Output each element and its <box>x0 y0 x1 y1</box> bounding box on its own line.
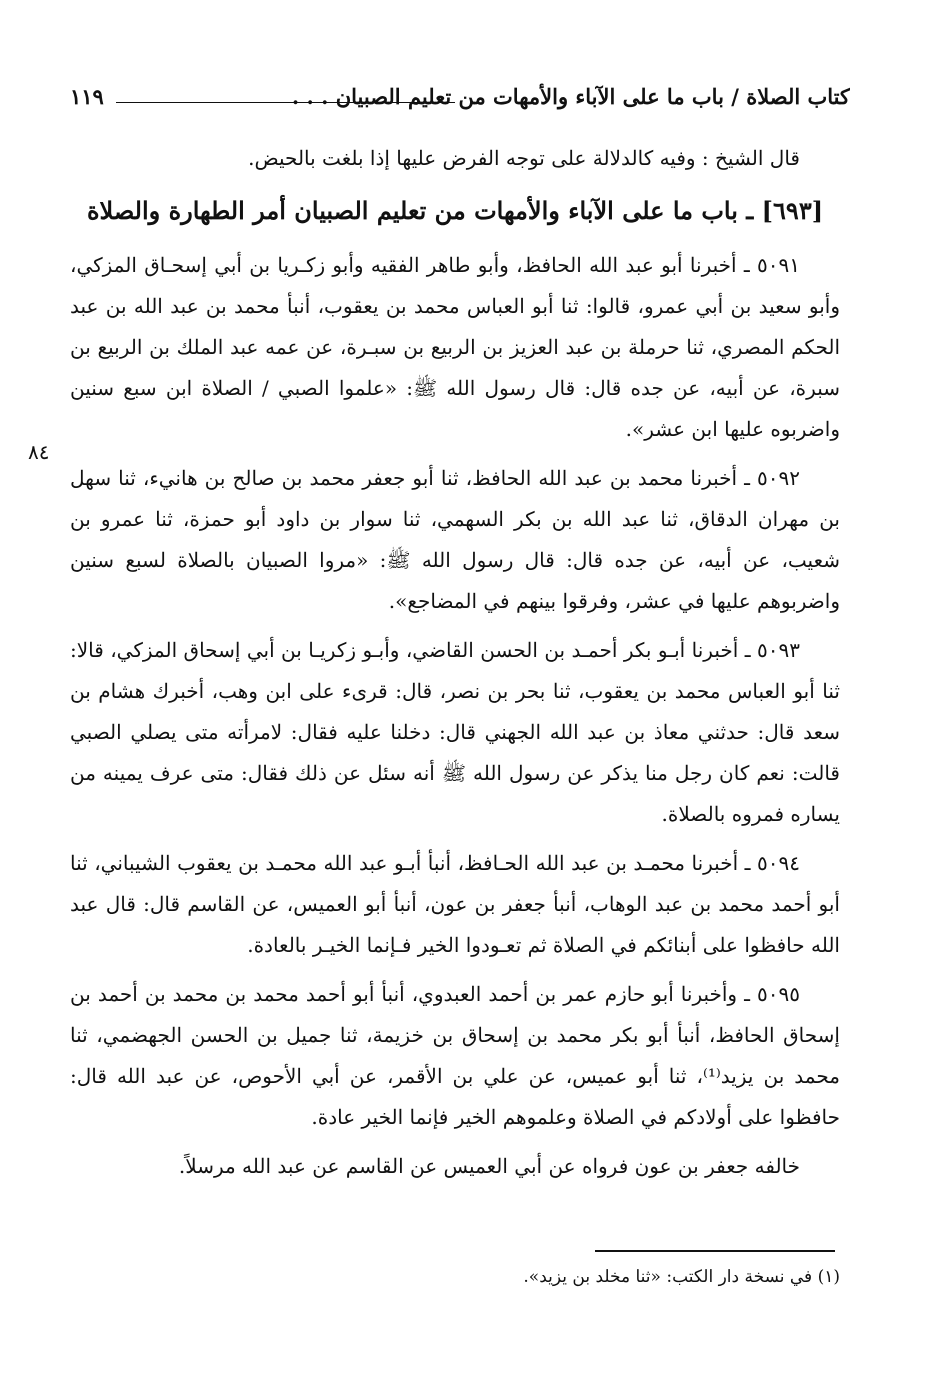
hadith-paragraph: ٥٠٩٣ ـ أخبرنا أبـو بكر أحمـد بن الحسن القاضي، وأبـو زكريـا بن أبي إسحاق المزكي، قالا: ثنا أبو العباس محمد بن يعقوب، ثنا بحر بن نصر، قال: قرىء على ابن وهب، أخبرك هشام بن سعد قال: حدثني معاذ بن عبد الله الجهني قال: دخلنا عليه فقال: لامرأته متى يصلي الصبي قالت: نعم كان رجل منا يذكر عن رسول الله ﷺ أنه سئل عن ذلك فقال: متى عرف يمينه من يساره فمروه بالصلاة. <box>70 638 841 826</box>
running-title: كتاب الصلاة / باب ما على الآباء والأمهات من تعليم الصبيان . . . <box>291 84 850 109</box>
margin-page-reference: ٨٤ <box>28 440 50 464</box>
intro-paragraph: قال الشيخ : وفيه كالدلالة على توجه الفرض عليها إذا بلغت بالحيض. <box>248 146 800 170</box>
chapter-heading: [٦٩٣] ـ باب ما على الآباء والأمهات من تعليم الصبيان أمر الطهارة والصلاة <box>86 196 824 225</box>
hadith-paragraph: ٥٠٩٥ ـ وأخبرنا أبو حازم عمر بن أحمد العبدوي، أنبأ أبو أحمد محمد بن محمد بن أحمد بن إسحاق الحافظ، أنبأ أبو بكر محمد بن إسحاق بن خزيمة، ثنا جميل بن الحسن الجهضمي، ثنا محمد بن يزيد⁽¹⁾، ثنا أبو عميس، عن علي بن الأقمر، عن أبي الأحوص، عن عبد الله قال: حافظوا على أولادكم في الصلاة وعلموهم الخير فإنما الخير عادة. <box>70 982 840 1129</box>
footnote: (١) في نسخة دار الكتب: «ثنا مخلد بن يزيد». <box>523 1267 840 1287</box>
closing-paragraph: خالفه جعفر بن عون فرواه عن أبي العميس عن القاسم عن عبد الله مرسلاً. <box>178 1154 800 1178</box>
hadith-paragraph: ٥٠٩١ ـ أخبرنا أبو عبد الله الحافظ، وأبو طاهر الفقيه وأبو زكـريا بن أبي إسحـاق المزكي، وأبو سعيد بن أبي عمرو، قالوا: ثنا أبو العباس محمد بن يعقوب، أنبأ محمد بن عبد الله بن عبد الحكم المصري، ثنا حرملة بن عبد العزيز بن الربيع بن سبـرة، عن عمه عبد الملك بن الربيع بن سبرة، عن أبيه، عن جده قال: قال رسول الله ﷺ: «علموا الصبي / الصلاة ابن سبع سنين واضربوه عليها ابن عشر». <box>70 253 841 441</box>
page-body <box>70 138 840 1195</box>
running-header <box>70 80 850 114</box>
hadith-paragraph: ٥٠٩٢ ـ أخبرنا محمد بن عبد الله الحافظ، ثنا أبو جعفر محمد بن صالح بن هانيء، ثنا سهل بن مهران الدقاق، ثنا عبد الله بن بكر السهمي، ثنا سوار بن داود أبو حمزة، ثنا عمرو بن شعيب، عن أبيه، عن جده قال: قال رسول الله ﷺ: «مروا الصبيان بالصلاة لسبع سنين واضربوهم عليها في عشر، وفرقوا بينهم في المضاجع». <box>70 466 840 613</box>
page-number: ١١٩ <box>70 84 104 109</box>
hadith-paragraph: ٥٠٩٤ ـ أخبرنا محمـد بن عبد الله الحـافظ، أنبأ أبـو عبد الله محمـد بن يعقوب الشيباني، ثنا أبو أحمد محمد بن عبد الوهاب، أنبأ جعفر بن عون، أنبأ أبو العميس، عن القاسم قال: قال عبد الله حافظوا على أبنائكم في الصلاة ثم تعـودوا الخير فـإنما الخيـر بالعادة. <box>70 851 840 957</box>
footnote-rule <box>595 1250 835 1252</box>
